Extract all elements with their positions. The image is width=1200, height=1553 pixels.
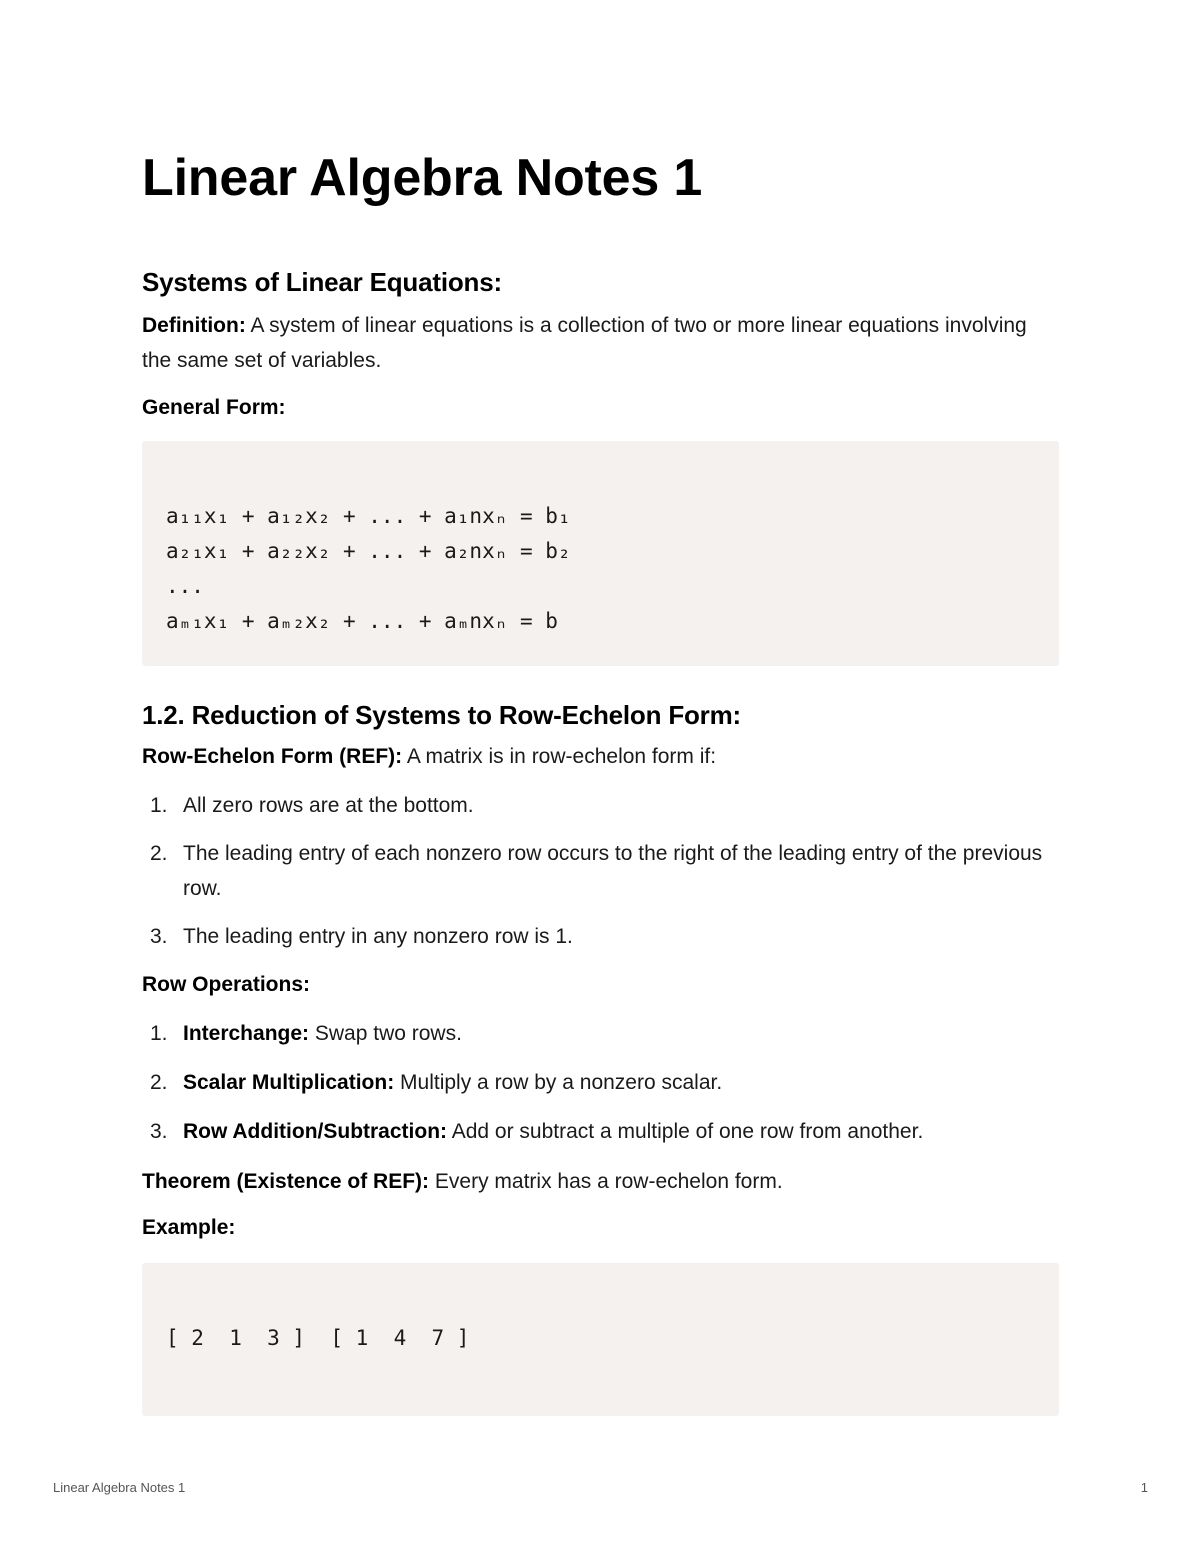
definition-text: A system of linear equations is a collection of two or more linear equations involving the same set of variables. <box>142 314 1027 372</box>
code-line: [ 2 1 3 ] [ 1 4 7 ] <box>166 1326 470 1350</box>
list-number: 3. <box>150 1120 168 1143</box>
ref-conditions-list <box>142 788 1059 954</box>
general-form-code-block <box>142 441 1059 666</box>
section-heading-ref: 1.2. Reduction of Systems to Row-Echelon Form: <box>142 700 741 730</box>
list-item <box>142 1065 1059 1100</box>
page-title: Linear Algebra Notes 1 <box>142 149 703 207</box>
list-number: 2. <box>150 842 168 865</box>
row-operations-paragraph <box>142 967 1059 1002</box>
list-item-text: All zero rows are at the bottom. <box>183 794 474 817</box>
list-item-label: Interchange: <box>183 1022 310 1045</box>
list-item <box>142 1114 1059 1149</box>
theorem-paragraph <box>142 1164 1059 1199</box>
ref-label: Row-Echelon Form (REF): <box>142 745 403 768</box>
footer-title: Linear Algebra Notes 1 <box>53 1480 186 1495</box>
list-number: 1. <box>150 1022 168 1045</box>
example-paragraph <box>142 1210 1059 1245</box>
list-item <box>142 919 1059 954</box>
example-code-block <box>142 1263 1059 1416</box>
theorem-text: Every matrix has a row-echelon form. <box>429 1170 783 1193</box>
document-page <box>142 140 1059 1416</box>
general-form-paragraph <box>142 390 1059 425</box>
row-operations-list <box>142 1016 1059 1149</box>
list-item-text: Swap two rows. <box>309 1022 462 1045</box>
list-item <box>142 836 1059 906</box>
code-line: a₂₁x₁ + a₂₂x₂ + ... + a₂nxₙ = b₂ <box>166 539 571 563</box>
theorem-label: Theorem (Existence of REF): <box>142 1170 430 1193</box>
code-line: a₁₁x₁ + a₁₂x₂ + ... + a₁nxₙ = b₁ <box>166 504 571 528</box>
list-item-text: The leading entry of each nonzero row occurs to the right of the leading entry of the previous row. <box>183 842 1043 900</box>
definition-paragraph <box>142 308 1059 378</box>
ref-paragraph <box>142 739 1059 774</box>
general-form-label: General Form: <box>142 396 286 419</box>
list-item-label: Scalar Multiplication: <box>183 1071 395 1094</box>
list-item <box>142 788 1059 823</box>
page-number: 1 <box>1140 1480 1148 1495</box>
row-operations-label: Row Operations: <box>142 973 311 996</box>
ref-text: A matrix is in row-echelon form if: <box>402 745 717 768</box>
section-heading-systems: Systems of Linear Equations: <box>142 267 502 297</box>
example-label: Example: <box>142 1216 236 1239</box>
definition-label: Definition: <box>142 314 246 337</box>
list-item-label: Row Addition/Subtraction: <box>183 1120 448 1143</box>
list-item-text: Add or subtract a multiple of one row from another. <box>447 1120 924 1143</box>
list-item <box>142 1016 1059 1051</box>
list-item-text: The leading entry in any nonzero row is 1. <box>183 925 573 948</box>
code-line: aₘ₁x₁ + aₘ₂x₂ + ... + aₘnxₙ = b <box>166 609 558 633</box>
list-number: 2. <box>150 1071 168 1094</box>
list-number: 3. <box>150 925 168 948</box>
list-item-text: Multiply a row by a nonzero scalar. <box>394 1071 723 1094</box>
list-number: 1. <box>150 794 168 817</box>
code-line: ... <box>166 574 204 598</box>
